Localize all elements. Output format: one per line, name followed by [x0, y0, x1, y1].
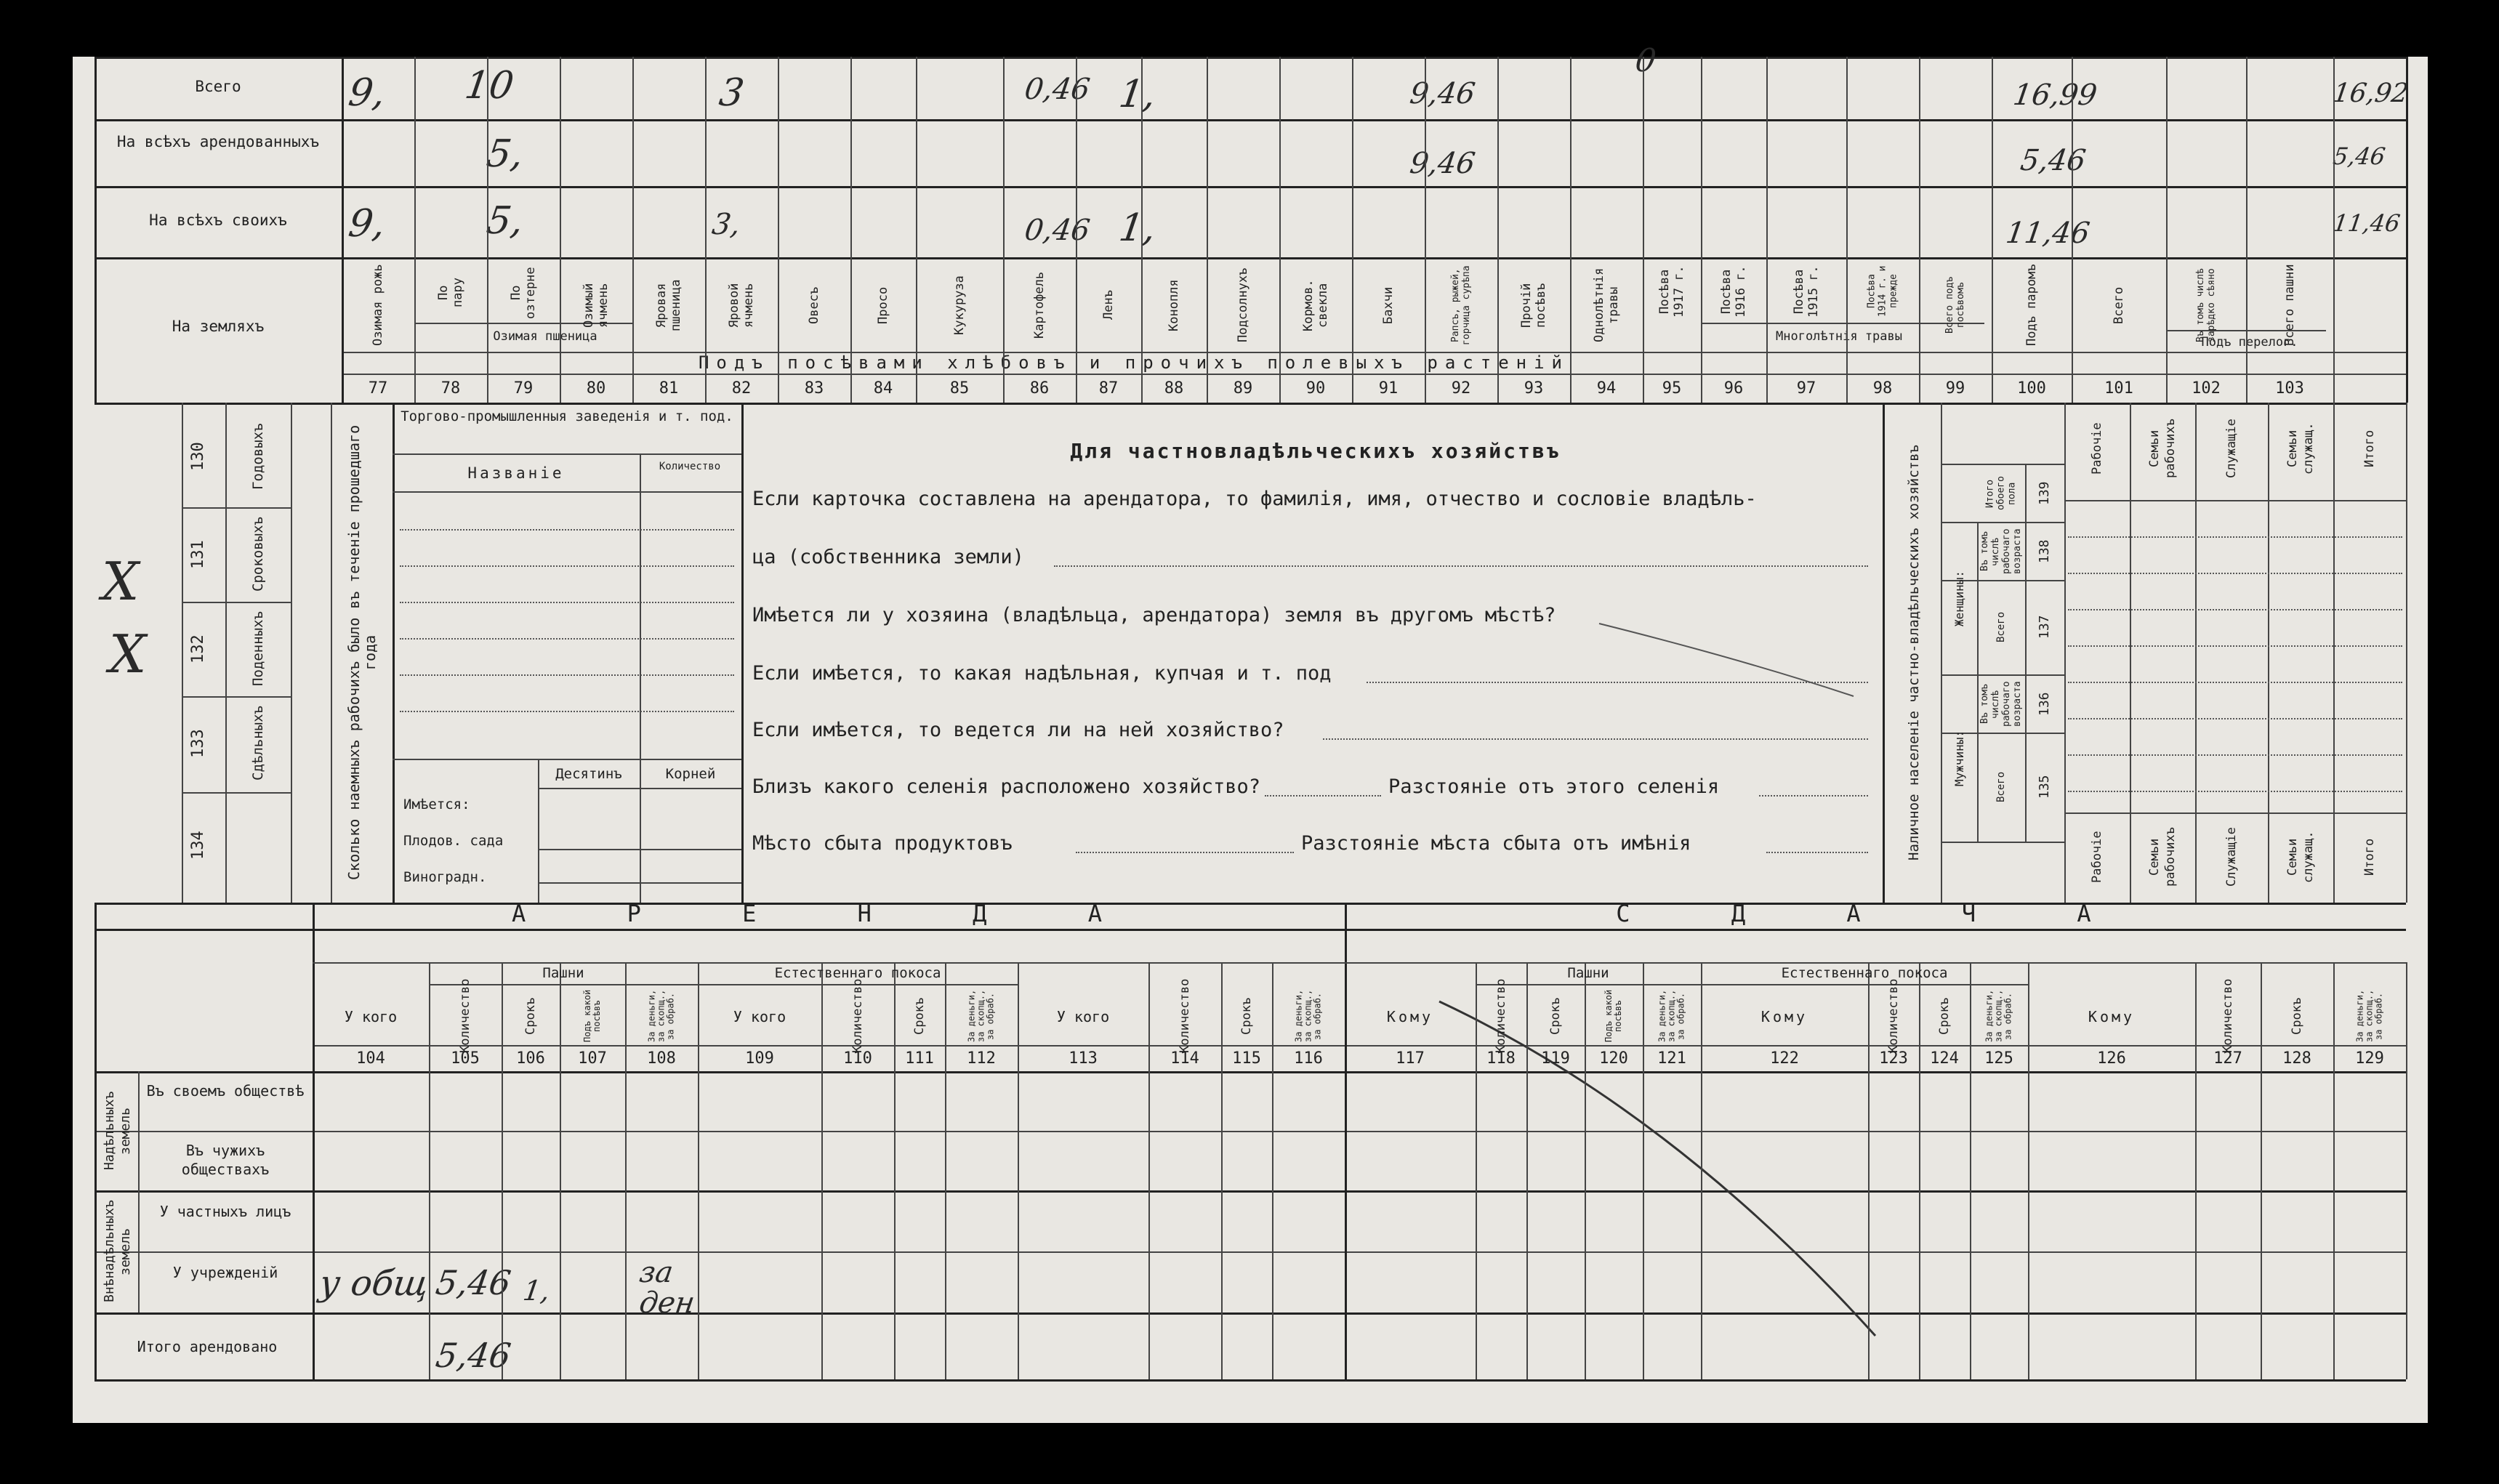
workers-num-130: 130 — [189, 442, 207, 471]
garden-has: Имѣется: — [403, 797, 470, 812]
row-svoem: Въ своемъ обществѣ — [146, 1082, 305, 1100]
top-col-header: Яровая пшеница — [654, 279, 683, 331]
top-col-number: 79 — [513, 379, 534, 398]
top-col-line — [632, 57, 634, 403]
bottom-col-header: Срокъ — [1239, 997, 1254, 1035]
bottom-col-header: Кому — [1386, 1008, 1434, 1025]
bottom-col-header: Кому — [1760, 1008, 1808, 1025]
top-col-header: Ленъ — [1101, 290, 1116, 320]
bottom-col-number: 116 — [1294, 1049, 1323, 1068]
sdacha-title: С Д А Ч А — [1616, 900, 2135, 927]
private-title: Для частновладѣльческихъ хозяйствъ — [1070, 439, 1561, 463]
top-col-header: Рапсъ, рыжей, горчица сурѣпа — [1450, 265, 1472, 345]
top-col-line — [1279, 57, 1281, 403]
top-col-line — [916, 57, 917, 403]
trade-title: Торгово-промышленныя заведенiя и т. под. — [401, 408, 733, 424]
right-grid-header: Служащiе — [2224, 419, 2239, 478]
top-col-header: Кормов. свекла — [1301, 279, 1330, 331]
bottom-col-number: 122 — [1770, 1049, 1799, 1068]
right-grid-header: Семьи рабочихъ — [2147, 827, 2178, 887]
top-col-number: 77 — [368, 379, 388, 398]
top-col-line — [1570, 57, 1572, 403]
hw-total-yach: 3 — [716, 71, 747, 115]
bottom-col-number: 127 — [2213, 1049, 2242, 1068]
right-grid-dots — [2068, 645, 2402, 647]
row-itogo: Итого арендовано — [137, 1338, 278, 1355]
hw-svoi-yach: 3, — [709, 208, 743, 241]
bottom-col-header: Количество — [1494, 978, 1508, 1054]
garden-vinograd: Виноградн. — [403, 869, 487, 885]
group-nadel: Надѣльныхъ земель — [102, 1091, 133, 1171]
top-col-line — [1497, 57, 1499, 403]
top-col-header: Посѣва 1916 г. — [1719, 265, 1748, 318]
workers-podennykh: Поденныхъ — [250, 611, 266, 687]
bottom-col-header: Подъ какой посѣвъ — [582, 989, 602, 1043]
bottom-col-number: 128 — [2282, 1049, 2311, 1068]
top-col-number: 100 — [2017, 379, 2046, 398]
top-col-line — [2406, 57, 2408, 403]
top-col-number: 102 — [2192, 379, 2221, 398]
hw-u-kogo: у общ — [317, 1263, 432, 1304]
top-col-line — [342, 57, 344, 403]
top-col-line — [1643, 57, 1644, 403]
hw-total-rozh: 9, — [345, 71, 388, 115]
bottom-col-number: 123 — [1879, 1049, 1908, 1068]
bottom-subheader-line — [313, 962, 2406, 964]
bottom-col-number: 107 — [578, 1049, 607, 1068]
top-col-line — [1992, 57, 1993, 403]
bottom-col-header: У кого — [344, 1008, 398, 1025]
bottom-col-number: 118 — [1486, 1049, 1516, 1068]
group-perelog: Подъ перелог. — [2201, 335, 2298, 350]
top-col-header: Яровой ячмень — [727, 283, 756, 328]
hw-total-bakhchi: 9,46 — [1407, 77, 1478, 110]
strike-line — [73, 57, 2428, 1423]
top-col-line — [414, 57, 416, 403]
band-label: Подъ посѣвами хлѣбовъ и прочихъ полевыхъ растенiй — [698, 352, 1569, 373]
bottom-group-line — [1476, 984, 1701, 985]
bottom-col-header: Срокъ — [1548, 997, 1563, 1035]
top-col-header: Подъ паромъ — [2024, 264, 2039, 347]
top-col-number: 97 — [1796, 379, 1816, 398]
right-grid-top — [2064, 500, 2406, 501]
top-col-number: 101 — [2104, 379, 2133, 398]
bottom-col-number: 129 — [2355, 1049, 2384, 1068]
hw-arend-par: 5, — [483, 132, 526, 176]
row-label-vsego: Всего — [195, 78, 241, 95]
hw-svoi-len: 1, — [1116, 206, 1159, 250]
top-col-header: Посѣва 1915 г. — [1792, 265, 1821, 318]
group-mnogolet: Многолѣтнiя травы — [1776, 329, 1902, 344]
right-grid-dots — [2068, 609, 2402, 610]
bottom-col-header: За деньги, за скопщ., за обраб. — [2354, 989, 2384, 1043]
q6b: Разстоянiе мѣста сбыта отъ имѣнiя — [1301, 832, 1691, 855]
top-col-line — [1766, 57, 1768, 403]
workers-sdelnykh: Сдѣльныхъ — [250, 706, 266, 781]
top-col-number: 81 — [659, 379, 679, 398]
top-col-number: 88 — [1164, 379, 1184, 398]
right-grid-header: Семьи служащ. — [2285, 831, 2316, 883]
top-col-header: Посѣва 1914 г. и прежде — [1866, 265, 1899, 318]
right-grid-header: Итого — [2362, 838, 2377, 876]
top-col-header: Всего подъ посѣвомъ — [1944, 276, 1966, 334]
workers-num-131: 131 — [189, 540, 207, 569]
bottom-col-line — [2406, 962, 2407, 1379]
right-grid-header: Служащiе — [2224, 827, 2239, 887]
bottom-col-number: 126 — [2097, 1049, 2126, 1068]
right-grid-dots — [2068, 573, 2402, 574]
bottom-group-header: Естественнаго покоса — [1781, 965, 1948, 981]
top-col-line — [560, 57, 561, 403]
bottom-col-number: 113 — [1069, 1049, 1098, 1068]
right-grid-line — [2406, 403, 2407, 903]
top-col-number: 85 — [949, 379, 970, 398]
q4: Если имѣется, то ведется ли на ней хозяйство? — [752, 719, 1284, 741]
right-grid-line — [2268, 403, 2269, 903]
q1a: Если карточка составлена на арендатора, то фамилiя, имя, отчество и сословiе владѣль- — [752, 488, 1757, 510]
pop-num-136: 136 — [2037, 692, 2052, 717]
cross-mark-1: X — [102, 551, 140, 612]
top-col-line — [850, 57, 852, 403]
bottom-col-number: 105 — [451, 1049, 480, 1068]
hw-qty: 5,46 — [433, 1263, 514, 1302]
top-col-line — [1352, 57, 1353, 403]
hw-svoi-kartof: 0,46 — [1022, 214, 1092, 247]
bottom-col-number: 106 — [516, 1049, 545, 1068]
hw-itogo-qty: 5,46 — [433, 1336, 514, 1375]
bottom-col-header: Количество — [850, 978, 865, 1054]
hw-svoi-vsego: 11,46 — [2003, 217, 2092, 250]
top-col-header: Однолѣтнiя травы — [1592, 267, 1621, 343]
bottom-col-header: Количество — [1178, 978, 1192, 1054]
top-col-number: 99 — [1945, 379, 1965, 398]
pop-women-rab: Въ томъ числѣ рабочаго возраста — [1979, 528, 2023, 575]
population-label: Наличное населенiе частно-владѣльческихъ хозяйствъ — [1906, 445, 1922, 860]
bottom-col-number: 119 — [1541, 1049, 1570, 1068]
hw-arend-pashni: 5,46 — [2331, 142, 2387, 170]
bottom-col-number: 125 — [1984, 1049, 2013, 1068]
right-grid-header: Итого — [2362, 430, 2377, 467]
top-col-number: 91 — [1378, 379, 1399, 398]
hw-total-pashni: 16,92 — [2331, 78, 2410, 108]
top-col-line — [2072, 57, 2073, 403]
top-col-line — [1207, 57, 1208, 403]
top-col-number: 95 — [1662, 379, 1682, 398]
right-grid-dots — [2068, 718, 2402, 719]
hw-za-dengi-2: ден — [637, 1286, 697, 1320]
bottom-col-header: Срокъ — [523, 997, 538, 1035]
bottom-col-number: 120 — [1599, 1049, 1628, 1068]
top-col-header: Конопля — [1167, 279, 1181, 331]
top-col-line — [487, 57, 488, 403]
row-uchrezhdeniy: У учрежденiй — [172, 1264, 278, 1281]
pop-women-vsego: Всего — [1995, 611, 2007, 643]
right-grid-header: Рабочiе — [2090, 831, 2104, 883]
pop-num-135: 135 — [2037, 775, 2052, 799]
top-col-number: 89 — [1233, 379, 1253, 398]
bottom-col-header: Количество — [2221, 978, 2235, 1054]
hw-mark-zero: 0 — [1633, 42, 1659, 79]
top-col-header: Овесъ — [807, 286, 821, 324]
right-grid-header: Семьи рабочихъ — [2147, 419, 2178, 478]
top-col-number: 90 — [1305, 379, 1326, 398]
top-col-number: 93 — [1524, 379, 1544, 398]
right-grid-header: Семьи служащ. — [2285, 422, 2316, 475]
bottom-group-line — [1701, 984, 2028, 985]
group-ozimaya: Озимая пшеница — [493, 329, 597, 344]
top-col-number: 86 — [1029, 379, 1050, 398]
bottom-col-header: Срокъ — [912, 997, 927, 1035]
trade-qty-header: Количество — [659, 461, 721, 472]
top-col-line — [2246, 57, 2248, 403]
hw-svoi-rozh: 9, — [345, 202, 388, 246]
right-grid-dots — [2068, 682, 2402, 683]
pop-num-137: 137 — [2037, 615, 2052, 640]
bottom-group-header: Пашни — [1567, 965, 1609, 981]
top-col-line — [1919, 57, 1920, 403]
bottom-col-number: 109 — [745, 1049, 774, 1068]
top-col-line — [778, 57, 779, 403]
workers-srokovykh: Сроковыхъ — [250, 517, 266, 592]
pop-num-139: 139 — [2037, 481, 2052, 506]
bottom-col-header: За деньги, за скопщ., за обраб. — [646, 989, 676, 1043]
q2: Имѣется ли у хозяина (владѣльца, арендатора) земля въ другомъ мѣстѣ? — [752, 604, 1556, 626]
workers-label: Сколько наемныхъ рабочихъ было въ теченiе прошедшаго года — [345, 424, 379, 881]
bottom-col-number: 110 — [843, 1049, 872, 1068]
top-col-line — [1141, 57, 1143, 403]
bottom-col-number: 115 — [1232, 1049, 1261, 1068]
bottom-col-number: 121 — [1657, 1049, 1686, 1068]
trade-name-header: Названiе — [467, 464, 565, 482]
garden-korney: Корней — [665, 766, 716, 782]
top-col-line — [1076, 57, 1077, 403]
top-col-line — [2333, 57, 2335, 403]
q3: Если имѣется, то какая надѣльная, купчая и т. под — [752, 662, 1332, 685]
hw-svoi-pashni: 11,46 — [2331, 209, 2402, 237]
top-col-number: 94 — [1596, 379, 1617, 398]
top-col-number: 84 — [873, 379, 893, 398]
row-chuzhikh: Въ чужихъ обществахъ — [181, 1142, 270, 1178]
row-label-zemli: На земляхъ — [172, 318, 265, 335]
pop-num-138: 138 — [2037, 539, 2052, 564]
top-col-number: 98 — [1872, 379, 1893, 398]
bottom-col-header: Количество — [458, 978, 472, 1054]
bottom-col-header: Количество — [1886, 978, 1901, 1054]
hw-total-par: 10 — [462, 64, 517, 108]
bottom-col-header: Срокъ — [1937, 997, 1952, 1035]
bottom-group-header: Пашни — [542, 965, 584, 981]
hw-arend-bakhchi: 9,46 — [1407, 147, 1478, 180]
arenda-title: А Р Е Н Д А — [512, 900, 1146, 927]
garden-desyatin: Десятинъ — [555, 766, 622, 782]
right-grid-bottom — [2064, 812, 2406, 814]
bottom-col-header: Кому — [2088, 1008, 2136, 1025]
right-grid-line — [2130, 403, 2131, 903]
top-col-header: Просо — [876, 286, 890, 324]
bottom-col-number: 114 — [1170, 1049, 1199, 1068]
top-col-number: 83 — [804, 379, 824, 398]
top-col-line — [1701, 57, 1702, 403]
right-grid-dots — [2068, 536, 2402, 538]
row-label-svoi: На всѣхъ своихъ — [149, 211, 287, 229]
top-col-number: 87 — [1098, 379, 1119, 398]
right-grid-line — [2195, 403, 2197, 903]
bottom-col-header: Подъ какой посѣвъ — [1603, 989, 1623, 1043]
workers-num-134: 134 — [189, 831, 207, 860]
bottom-col-number: 124 — [1930, 1049, 1959, 1068]
bottom-col-number: 117 — [1396, 1049, 1425, 1068]
top-col-header: Бахчи — [1381, 286, 1396, 324]
top-col-header: Кукуруза — [952, 275, 967, 335]
pop-men-vsego: Всего — [1995, 771, 2007, 803]
group-vnenadel: Внѣнадѣльныхъ земель — [102, 1200, 133, 1303]
bottom-col-header: За деньги, за скопщ., за обраб. — [966, 989, 996, 1043]
workers-num-133: 133 — [189, 729, 207, 758]
top-col-header: По озтерне — [509, 267, 538, 319]
hw-total-vsego: 16,99 — [2011, 78, 2099, 112]
bottom-col-number: 111 — [905, 1049, 934, 1068]
row-label-arend: На всѣхъ арендованныхъ — [116, 133, 320, 150]
top-col-number: 78 — [440, 379, 461, 398]
top-col-number: 82 — [731, 379, 752, 398]
bottom-col-header: За деньги, за скопщ., за обраб. — [1657, 989, 1686, 1043]
right-grid-line — [2333, 403, 2335, 903]
pop-women: Женщины: — [1952, 570, 1966, 626]
q5b: Разстоянiе отъ этого селенiя — [1388, 775, 1720, 798]
pop-itogo-both: Итого обоего пола — [1984, 476, 2018, 511]
top-col-header: Подсолнухъ — [1236, 267, 1250, 343]
census-card — [73, 42, 2428, 1423]
workers-num-132: 132 — [189, 634, 207, 664]
hw-svoi-par: 5, — [483, 199, 526, 243]
hw-total-kartof: 0,46 — [1022, 73, 1092, 106]
garden-sad: Плодов. сада — [403, 833, 504, 849]
bottom-group-header: Естественнаго покоса — [774, 965, 941, 981]
top-col-header: Всего — [2112, 286, 2126, 324]
bottom-col-header: За деньги, за скопщ., за обраб. — [1293, 989, 1323, 1043]
right-grid-dots — [2068, 754, 2402, 756]
top-col-line — [1003, 57, 1005, 403]
q1b: ца (собственника земли) — [752, 546, 1024, 568]
top-col-number: 80 — [586, 379, 606, 398]
right-grid-header: Рабочiе — [2090, 422, 2104, 475]
top-col-header: По пару — [436, 278, 465, 308]
right-grid-line — [2064, 403, 2066, 903]
hw-za-dengi-1: за — [637, 1256, 675, 1289]
bottom-col-number: 112 — [967, 1049, 996, 1068]
bottom-col-header: Срокъ — [2290, 997, 2304, 1035]
q6a: Мѣсто сбыта продуктовъ — [752, 832, 1013, 855]
top-col-header: Всего пашни — [2282, 264, 2297, 347]
top-col-line — [1425, 57, 1426, 403]
top-col-header: Въ томъ числѣ зарѣдко сѣяно — [2195, 268, 2217, 342]
cross-mark-2: X — [109, 624, 147, 685]
top-col-number: 96 — [1723, 379, 1744, 398]
top-col-header: Озимая рожь — [371, 264, 385, 347]
top-col-number: 103 — [2275, 379, 2304, 398]
top-col-number: 92 — [1451, 379, 1471, 398]
bottom-col-header: У кого — [1056, 1008, 1110, 1025]
q5a: Близъ какого селенiя расположено хозяйство? — [752, 775, 1260, 798]
hw-total-len: 1, — [1116, 73, 1159, 116]
top-col-header: Посѣва 1917 г. — [1657, 265, 1686, 318]
pop-men-rab: Въ томъ числѣ рабочаго возраста — [1979, 681, 2023, 727]
top-col-header: Картофель — [1032, 271, 1047, 339]
bottom-col-number: 104 — [356, 1049, 385, 1068]
pop-men: Мужчины: — [1952, 730, 1966, 786]
top-col-line — [705, 57, 707, 403]
hw-arend-vsego: 5,46 — [2018, 144, 2088, 177]
right-grid-dots — [2068, 791, 2402, 792]
top-col-header: Прочiй посѣвъ — [1519, 283, 1548, 328]
top-col-line — [2166, 57, 2168, 403]
bottom-col-number: 108 — [647, 1049, 676, 1068]
bottom-col-header: У кого — [733, 1008, 786, 1025]
hw-srok: 1, — [520, 1275, 552, 1307]
workers-godovykh: Годовыхъ — [250, 423, 266, 490]
top-col-header: Озимый ячмень — [582, 283, 611, 328]
top-col-line — [1846, 57, 1848, 403]
bottom-col-header: За деньги, за скопщ., за обраб. — [1984, 989, 2013, 1043]
row-chastnykh: У частныхъ лицъ — [159, 1203, 291, 1220]
